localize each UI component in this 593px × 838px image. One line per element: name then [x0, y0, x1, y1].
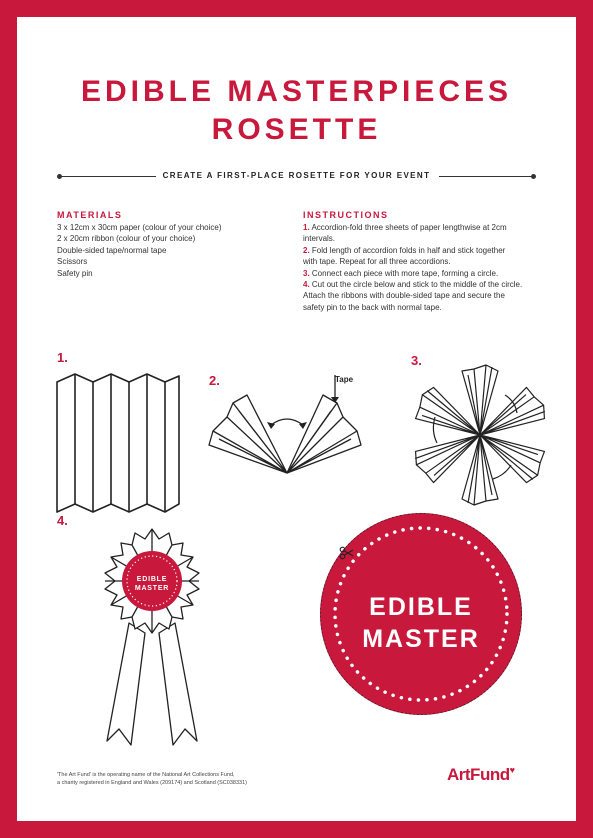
- subtitle: CREATE A FIRST-PLACE ROSETTE FOR YOUR EVENT: [162, 171, 431, 180]
- instruction-line: Attach the ribbons with double-sided tape and secure the: [303, 291, 505, 301]
- folded-half-illustration: [205, 369, 365, 477]
- instructions-list: [303, 222, 522, 313]
- materials-item: Safety pin: [57, 268, 93, 278]
- materials-list: [57, 222, 222, 279]
- instruction-line: 1. Accordion-fold three sheets of paper lengthwise at 2cm: [303, 223, 507, 232]
- step-3-number: 3.: [411, 353, 422, 368]
- step-2-number: 2.: [209, 373, 220, 388]
- instructions-heading: INSTRUCTIONS: [303, 210, 389, 220]
- title-line-2: ROSETTE: [211, 113, 382, 146]
- materials-heading: MATERIALS: [57, 210, 123, 220]
- materials-item: Double-sided tape/normal tape: [57, 245, 167, 255]
- materials-item: Scissors: [57, 257, 88, 267]
- badge-line-1: EDIBLE: [369, 593, 473, 621]
- instruction-line: 3. Connect each piece with more tape, forming a circle.: [303, 268, 499, 278]
- title-line-1: EDIBLE MASTERPIECES: [80, 75, 513, 108]
- instruction-line: 4. Cut out the circle below and stick to the middle of the circle.: [303, 280, 523, 290]
- materials-item: 3 x 12cm x 30cm paper (colour of your choice): [57, 223, 222, 232]
- rosette-illustration: [77, 523, 227, 753]
- heart-icon: ♥: [509, 765, 515, 775]
- subtitle-row: [57, 169, 536, 183]
- small-badge-text: EDIBLE MASTER: [134, 576, 170, 592]
- charity-footnote: 'The Art Fund' is the operating name of the National Art Collections Fund, a charity registered in England and Wales (209174) and Scotland (SC038331): [57, 772, 247, 786]
- step-4-number: 4.: [57, 513, 68, 528]
- divider-dot-right: [531, 174, 536, 179]
- materials-item: 2 x 20cm ribbon (colour of your choice): [57, 234, 196, 244]
- instruction-line: intervals.: [303, 234, 336, 244]
- artfund-logo: ArtFund♥: [447, 765, 515, 784]
- scissors-icon: [339, 546, 355, 560]
- divider-line-right: [439, 176, 532, 177]
- cutout-badge-text: [320, 591, 522, 655]
- instruction-line: with tape. Repeat for all three accordions.: [303, 257, 451, 267]
- poster-sheet: [17, 17, 576, 821]
- circle-assembly-illustration: [405, 357, 555, 507]
- instruction-line: 2. Fold length of accordion folds in half and stick together: [303, 245, 506, 255]
- step-1-number: 1.: [57, 350, 68, 365]
- accordion-fold-illustration: [55, 372, 185, 522]
- instruction-line: safety pin to the back with normal tape.: [303, 302, 442, 312]
- page-title: [17, 73, 576, 149]
- tape-label: Tape: [335, 375, 354, 384]
- badge-line-2: MASTER: [362, 625, 480, 653]
